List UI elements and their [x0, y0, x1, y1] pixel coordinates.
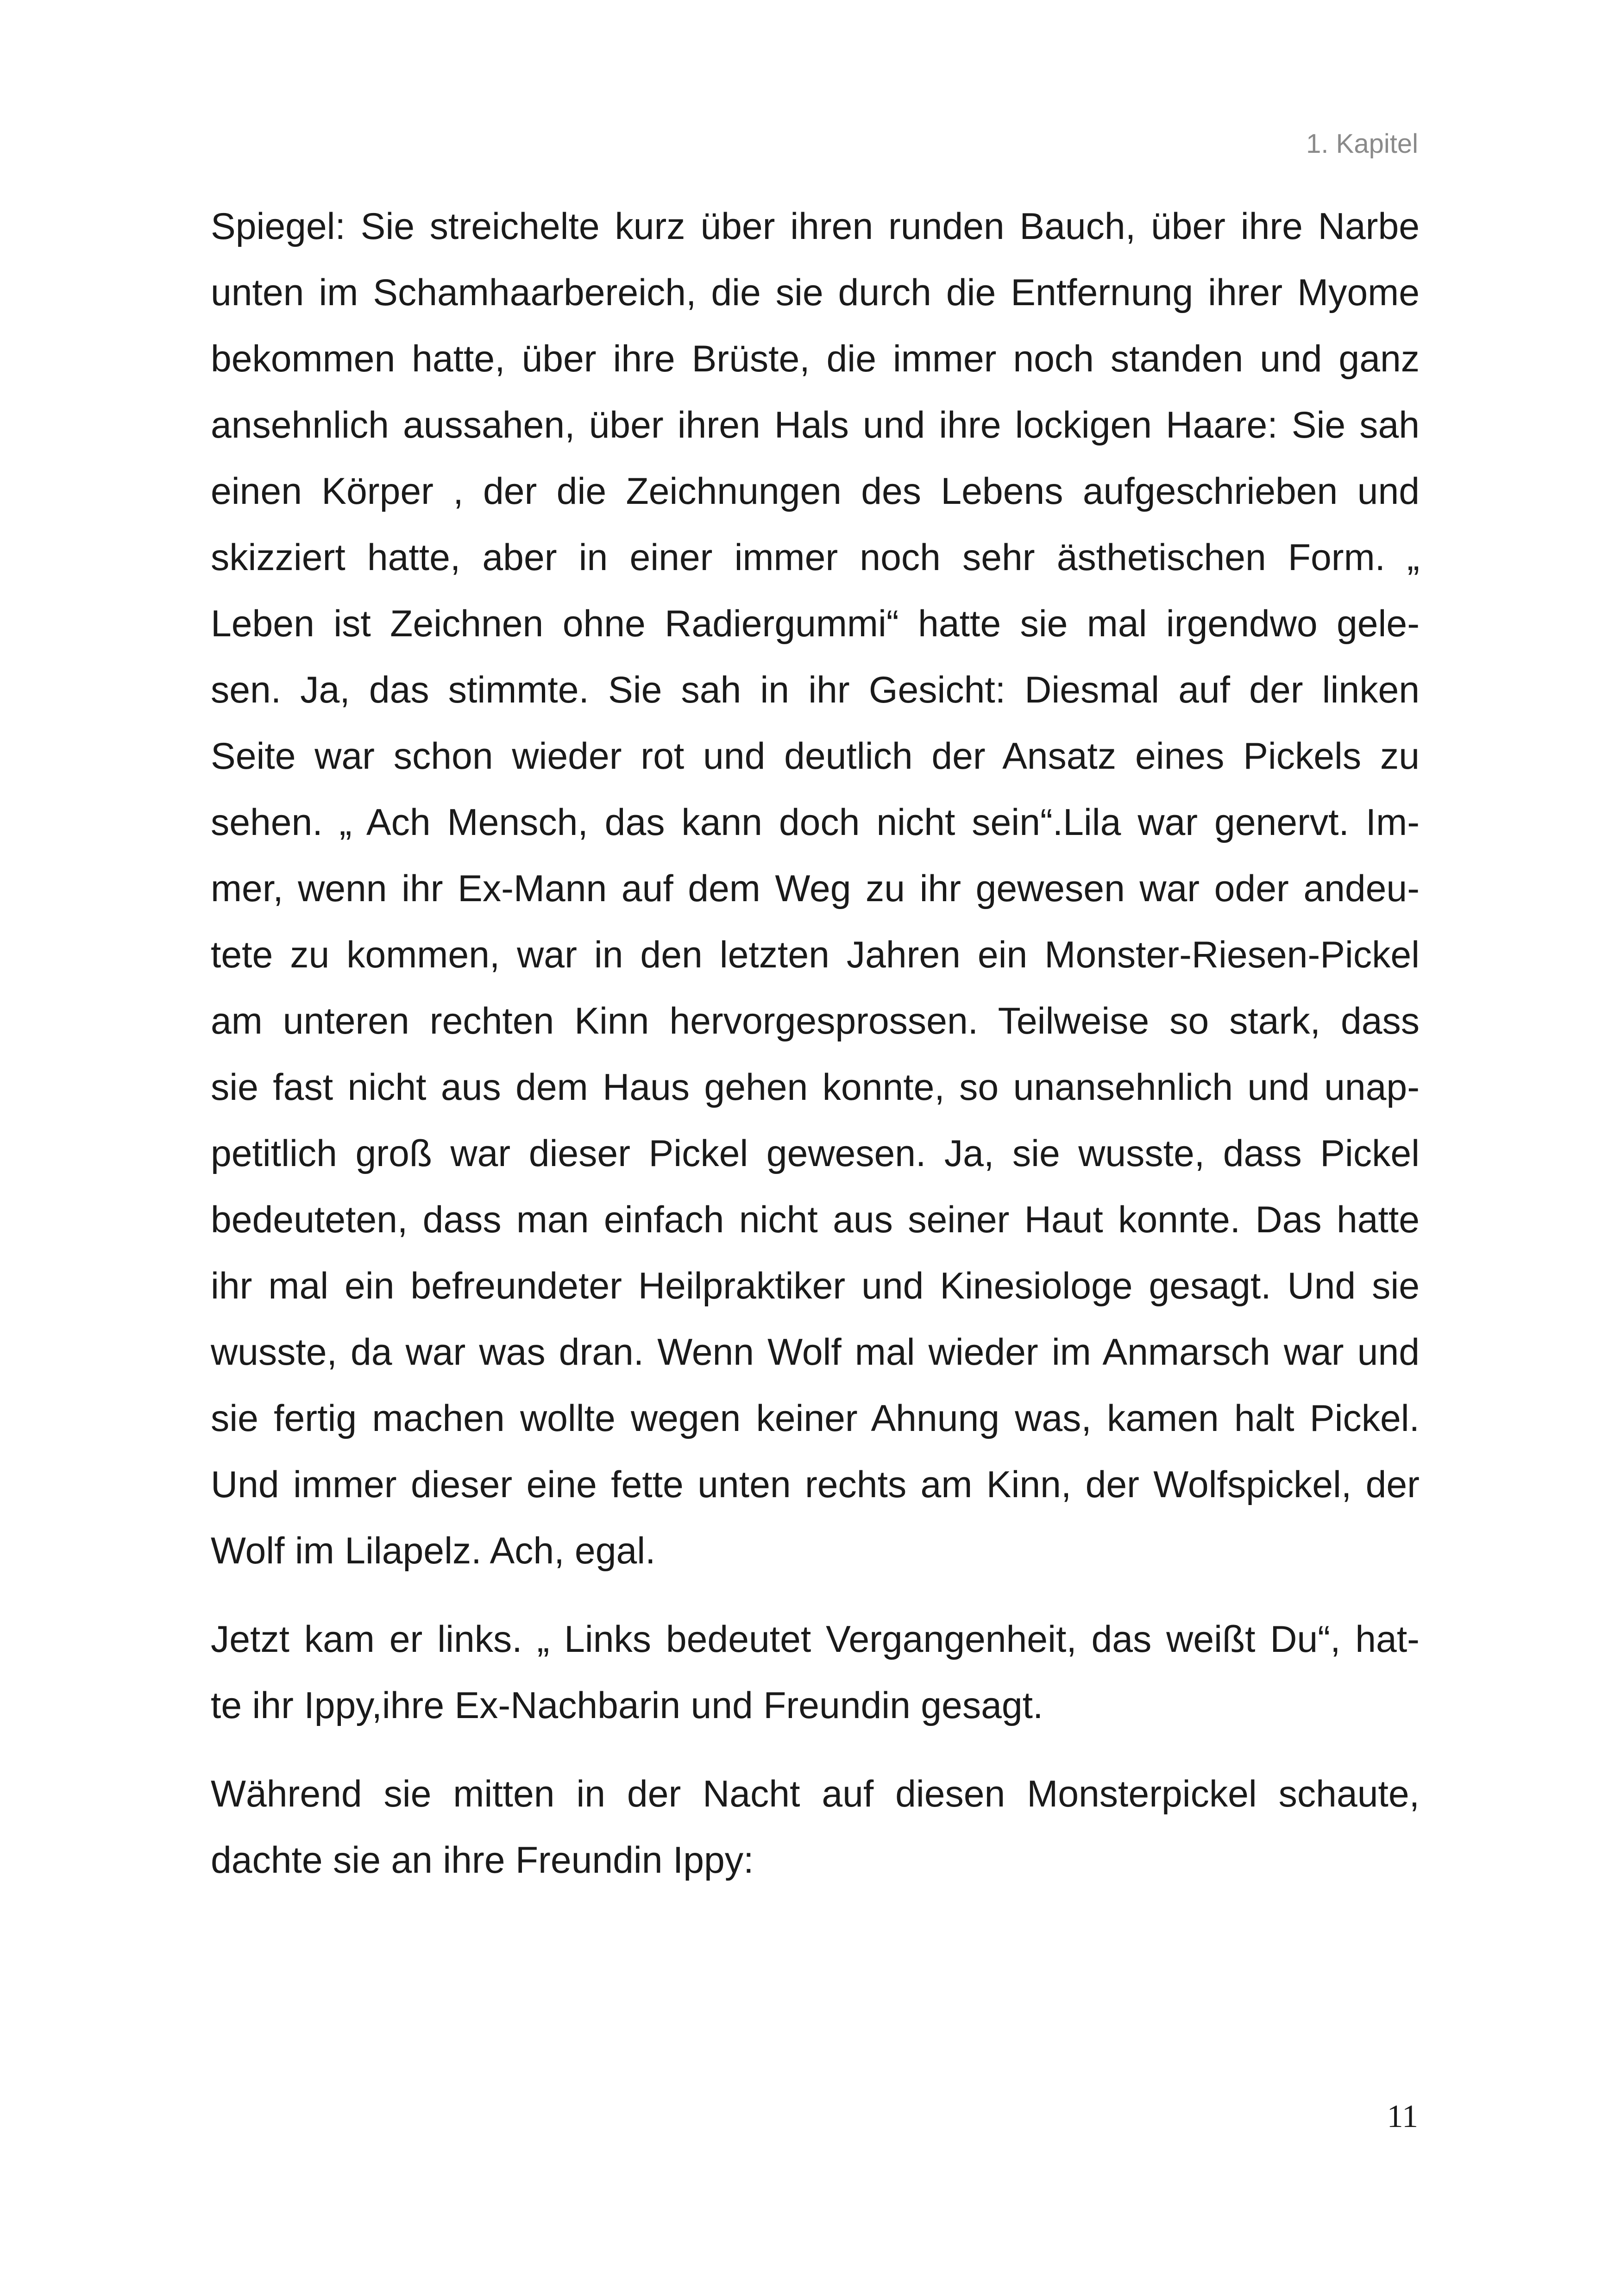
text-line: Seite war schon wieder rot und deutlich der Ansatz eines Pickels zu — [211, 735, 1420, 777]
paragraph-spacer — [211, 1584, 1420, 1606]
text-line: Spiegel: Sie streichelte kurz über ihren runden Bauch, über ihre Narbe — [211, 206, 1420, 247]
paragraph — [211, 1761, 1420, 1894]
text-line: einen Körper , der die Zeichnungen des Lebens aufgeschrieben und — [211, 470, 1420, 512]
text-line: Jetzt kam er links. „ Links bedeutet Vergangenheit, das weißt Du“, hat- — [211, 1618, 1420, 1660]
text-line: dachte sie an ihre Freundin Ippy: — [211, 1839, 754, 1881]
text-line: petitlich groß war dieser Pickel gewesen. Ja, sie wusste, dass Pickel — [211, 1133, 1420, 1174]
text-line: ansehnlich aussahen, über ihren Hals und ihre lockigen Haare: Sie sah — [211, 404, 1420, 446]
paragraph-spacer — [211, 1739, 1420, 1761]
text-line: bedeuteten, dass man einfach nicht aus seiner Haut konnte. Das hatte — [211, 1199, 1420, 1241]
text-line: wusste, da war was dran. Wenn Wolf mal wieder im Anmarsch war und — [211, 1331, 1420, 1373]
text-line: skizziert hatte, aber in einer immer noch sehr ästhetischen Form. „ — [211, 537, 1420, 578]
text-line: Während sie mitten in der Nacht auf diesen Monsterpickel schaute, — [211, 1773, 1420, 1815]
text-line: bekommen hatte, über ihre Brüste, die immer noch standen und ganz — [211, 338, 1420, 380]
text-line: te ihr Ippy,ihre Ex-Nachbarin und Freundin gesagt. — [211, 1685, 1043, 1726]
text-line: ihr mal ein befreundeter Heilpraktiker und Kinesiologe gesagt. Und sie — [211, 1265, 1420, 1307]
running-header-chapter: 1. Kapitel — [1306, 129, 1418, 159]
text-line: sie fast nicht aus dem Haus gehen konnte, so unansehnlich und unap- — [211, 1066, 1420, 1108]
text-line: mer, wenn ihr Ex-Mann auf dem Weg zu ihr gewesen war oder andeu- — [211, 868, 1420, 910]
text-line: sie fertig machen wollte wegen keiner Ahnung was, kamen halt Pickel. — [211, 1398, 1420, 1439]
body-text — [211, 194, 1420, 1894]
text-line: am unteren rechten Kinn hervorgesprossen. Teilweise so stark, dass — [211, 1000, 1420, 1042]
page-number: 11 — [1387, 2099, 1418, 2134]
text-line: Leben ist Zeichnen ohne Radiergummi“ hatte sie mal irgendwo gele- — [211, 603, 1420, 645]
text-line: unten im Schamhaarbereich, die sie durch die Entfernung ihrer Myome — [211, 272, 1420, 314]
paragraph — [211, 1606, 1420, 1739]
text-line: Und immer dieser eine fette unten rechts am Kinn, der Wolfspickel, der — [211, 1464, 1420, 1506]
text-line: sen. Ja, das stimmte. Sie sah in ihr Gesicht: Diesmal auf der linken — [211, 669, 1420, 711]
paragraph — [211, 194, 1420, 1584]
text-line: tete zu kommen, war in den letzten Jahren ein Monster-Riesen-Pickel — [211, 934, 1420, 976]
text-line: sehen. „ Ach Mensch, das kann doch nicht sein“.Lila war genervt. Im- — [211, 802, 1420, 843]
text-line: Wolf im Lilapelz. Ach, egal. — [211, 1530, 656, 1572]
